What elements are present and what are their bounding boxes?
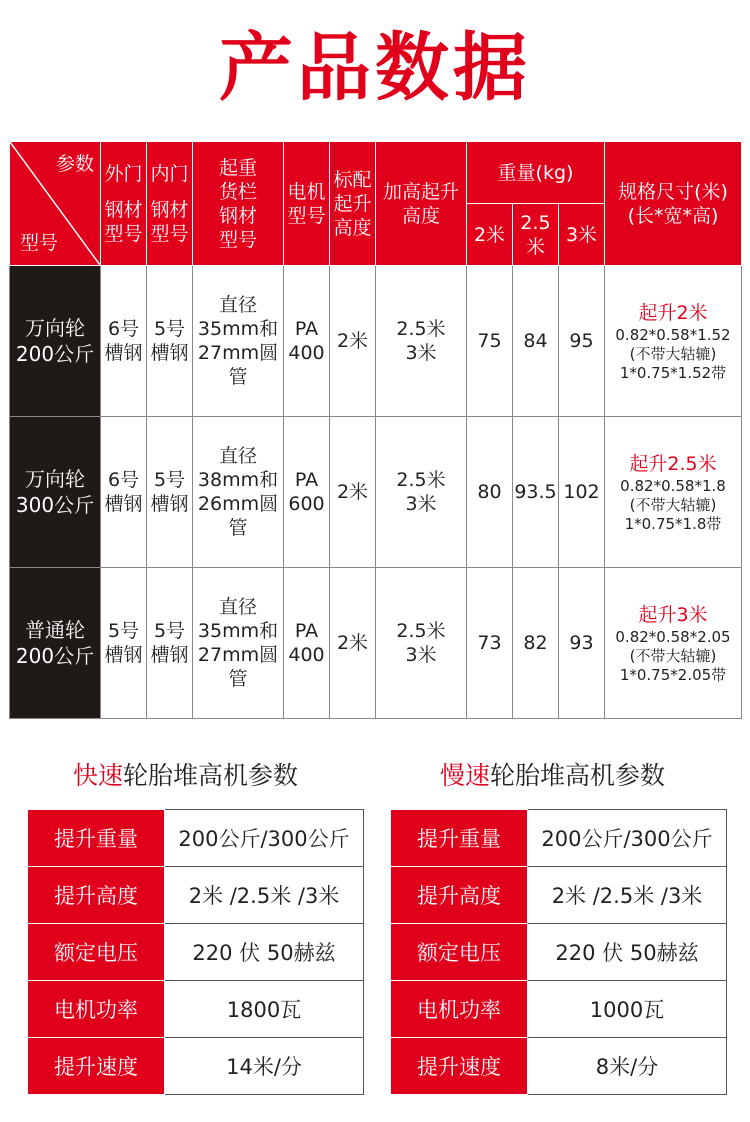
row-fork: 直径 38mm和 26mm圆管 — [193, 417, 284, 568]
param-row — [28, 867, 364, 924]
header-inner-mast: 内门 钢材 型号 — [147, 142, 193, 266]
row-fork: 直径 35mm和 27mm圆管 — [193, 266, 284, 417]
row-weight-3m: 95 — [559, 266, 605, 417]
product-data-table — [9, 141, 742, 719]
param-value: 2米 /2.5米 /3米 — [165, 867, 364, 924]
row-std-height: 2米 — [330, 266, 376, 417]
param-value: 200公斤/300公斤 — [528, 810, 727, 867]
param-label: 提升高度 — [391, 867, 528, 924]
row-motor: PA 600 — [284, 417, 330, 568]
row-std-height: 2米 — [330, 568, 376, 719]
row-outer-mast: 6号 槽钢 — [101, 266, 147, 417]
row-spec: 起升2米 0.82*0.58*1.52 (不带大轱辘) 1*0.75*1.52带 — [605, 266, 742, 417]
table-row — [10, 266, 742, 417]
param-row — [28, 810, 364, 867]
row-motor: PA 400 — [284, 568, 330, 719]
header-outer-mast: 外门 钢材 型号 — [101, 142, 147, 266]
param-value: 8米/分 — [528, 1038, 727, 1095]
row-spec: 起升2.5米 0.82*0.58*1.8 (不带大轱辘) 1*0.75*1.8带 — [605, 417, 742, 568]
header-weight-2m: 2米 — [467, 204, 513, 266]
row-model: 万向轮 200公斤 — [10, 266, 101, 417]
param-row — [391, 1038, 727, 1095]
header-std-height: 标配 起升 高度 — [330, 142, 376, 266]
param-value: 220 伏 50赫兹 — [528, 924, 727, 981]
fast-section-title: 快速轮胎堆高机参数 — [73, 761, 299, 790]
corner-params-label: 参数 — [55, 153, 94, 175]
header-weight-2-5m: 2.5米 — [513, 204, 559, 266]
header-fork: 起重 货栏 钢材 型号 — [193, 142, 284, 266]
param-label: 额定电压 — [391, 924, 528, 981]
header-spec: 规格尺寸(米) (长*宽*高) — [605, 142, 742, 266]
param-row — [391, 867, 727, 924]
param-value: 1800瓦 — [165, 981, 364, 1038]
row-inner-mast: 5号 槽钢 — [147, 266, 193, 417]
param-label: 提升速度 — [391, 1038, 528, 1095]
row-ext-height: 2.5米 3米 — [376, 266, 467, 417]
param-label: 提升重量 — [28, 810, 165, 867]
row-weight-2m: 80 — [467, 417, 513, 568]
corner-model-label: 型号 — [20, 232, 59, 254]
param-row — [28, 1038, 364, 1095]
param-row — [391, 810, 727, 867]
row-inner-mast: 5号 槽钢 — [147, 568, 193, 719]
param-row — [28, 924, 364, 981]
param-row — [391, 981, 727, 1038]
header-weight: 重量(kg) — [467, 142, 605, 204]
param-value: 14米/分 — [165, 1038, 364, 1095]
param-value: 2米 /2.5米 /3米 — [528, 867, 727, 924]
row-inner-mast: 5号 槽钢 — [147, 417, 193, 568]
row-weight-2-5m: 82 — [513, 568, 559, 719]
row-weight-2-5m: 84 — [513, 266, 559, 417]
row-std-height: 2米 — [330, 417, 376, 568]
param-row — [28, 981, 364, 1038]
table-row — [10, 417, 742, 568]
table-row — [10, 568, 742, 719]
param-label: 提升速度 — [28, 1038, 165, 1095]
param-row — [391, 924, 727, 981]
row-weight-3m: 102 — [559, 417, 605, 568]
row-outer-mast: 5号 槽钢 — [101, 568, 147, 719]
row-spec: 起升3米 0.82*0.58*2.05 (不带大轱辘) 1*0.75*2.05带 — [605, 568, 742, 719]
row-ext-height: 2.5米 3米 — [376, 417, 467, 568]
row-model: 万向轮 300公斤 — [10, 417, 101, 568]
header-ext-height: 加高起升 高度 — [376, 142, 467, 266]
row-weight-2m: 75 — [467, 266, 513, 417]
page-title: 产品数据 — [219, 25, 531, 111]
slow-section-title: 慢速轮胎堆高机参数 — [440, 761, 666, 790]
param-value: 1000瓦 — [528, 981, 727, 1038]
param-value: 220 伏 50赫兹 — [165, 924, 364, 981]
param-label: 电机功率 — [391, 981, 528, 1038]
row-weight-3m: 93 — [559, 568, 605, 719]
header-corner — [10, 142, 101, 266]
row-outer-mast: 6号 槽钢 — [101, 417, 147, 568]
row-weight-2-5m: 93.5 — [513, 417, 559, 568]
row-ext-height: 2.5米 3米 — [376, 568, 467, 719]
row-motor: PA 400 — [284, 266, 330, 417]
row-weight-2m: 73 — [467, 568, 513, 719]
slow-params-table — [390, 809, 727, 1095]
header-weight-3m: 3米 — [559, 204, 605, 266]
fast-params-table — [27, 809, 364, 1095]
header-motor: 电机 型号 — [284, 142, 330, 266]
param-label: 电机功率 — [28, 981, 165, 1038]
param-label: 提升高度 — [28, 867, 165, 924]
row-fork: 直径 35mm和 27mm圆管 — [193, 568, 284, 719]
param-label: 额定电压 — [28, 924, 165, 981]
row-model: 普通轮 200公斤 — [10, 568, 101, 719]
param-value: 200公斤/300公斤 — [165, 810, 364, 867]
param-label: 提升重量 — [391, 810, 528, 867]
